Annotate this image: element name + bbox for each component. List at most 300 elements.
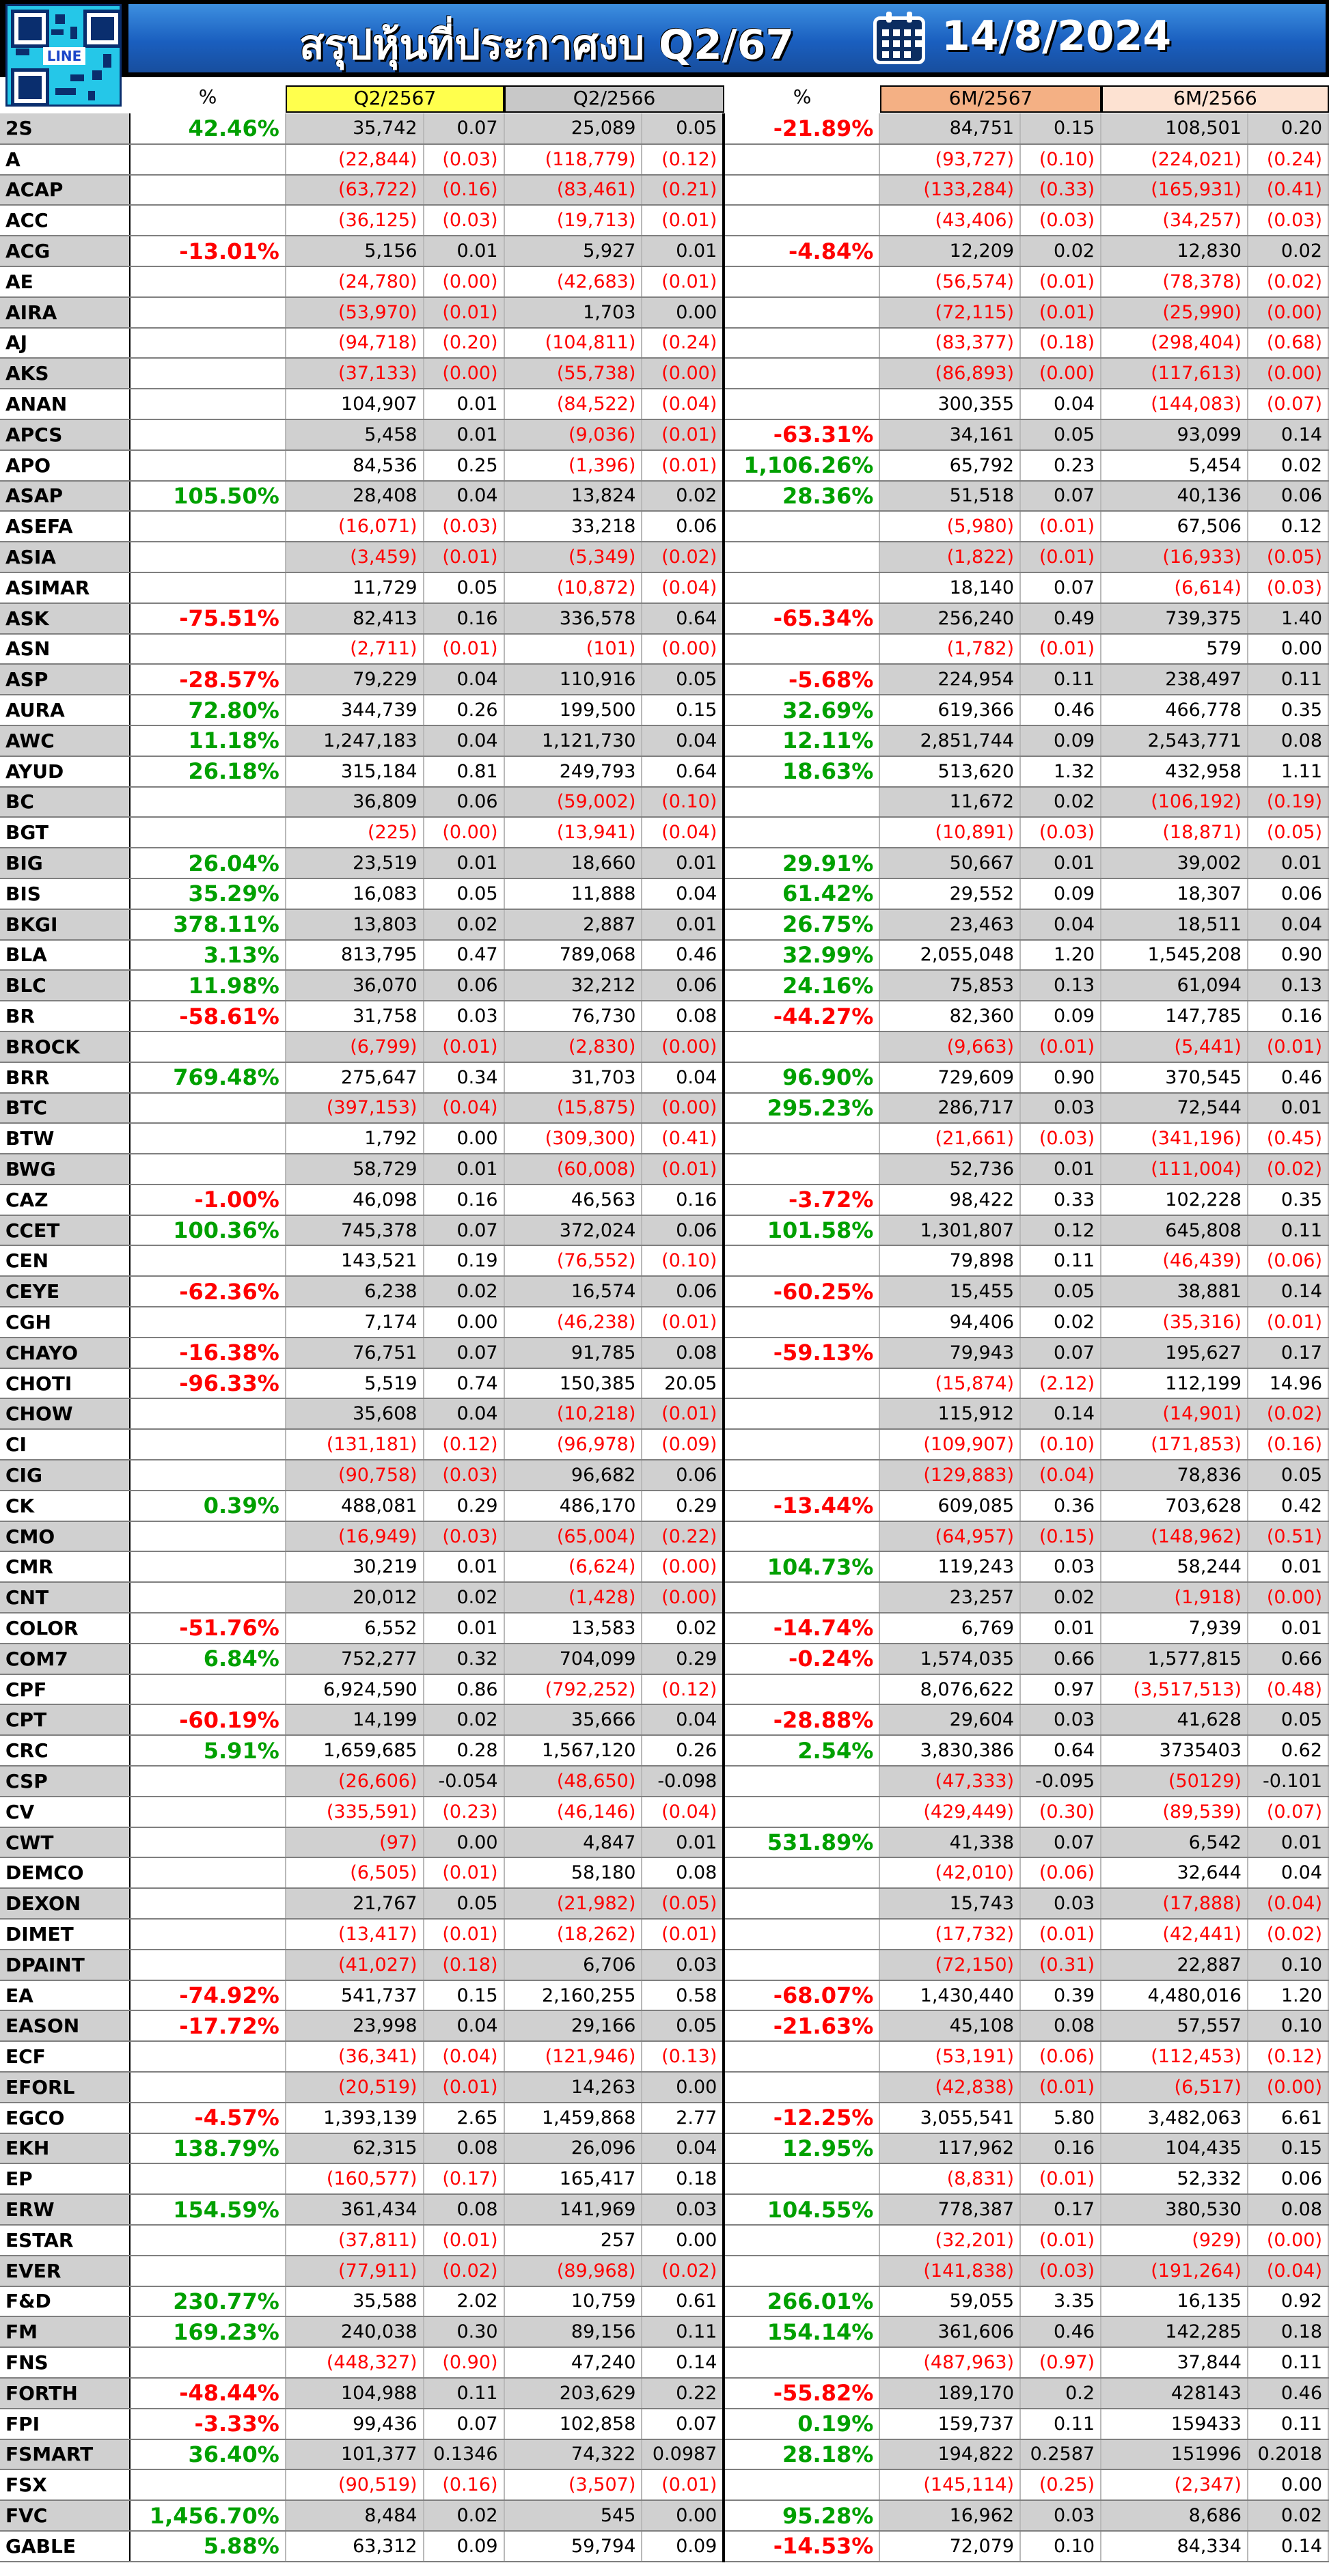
cell-6m-2566-profit: 39,002	[1101, 848, 1248, 878]
cell-symbol: AURA	[0, 695, 130, 725]
cell-pct-6m	[724, 358, 879, 389]
cell-6m-2567-profit: (141,838)	[879, 2256, 1020, 2286]
cell-pct-q2: 35.29%	[130, 878, 286, 909]
cell-q2-2567-eps: 0.04	[424, 1398, 504, 1429]
cell-q2-2566-profit: 31,703	[504, 1062, 642, 1093]
cell-q2-2567-eps: 0.04	[424, 2010, 504, 2041]
cell-q2-2567-profit: 30,219	[286, 1551, 424, 1582]
cell-6m-2567-eps: 0.03	[1020, 1888, 1101, 1919]
cell-q2-2566-profit: 150,385	[504, 1368, 642, 1399]
cell-q2-2566-eps: 0.00	[642, 2225, 724, 2256]
cell-6m-2567-eps: 0.03	[1020, 2500, 1101, 2531]
cell-6m-2566-profit: 370,545	[1101, 1062, 1248, 1093]
cell-6m-2567-eps: (0.01)	[1020, 542, 1101, 572]
cell-6m-2567-profit: (5,980)	[879, 511, 1020, 542]
cell-pct-6m: 101.58%	[724, 1215, 879, 1246]
cell-6m-2566-eps: 0.04	[1248, 909, 1328, 940]
cell-q2-2566-eps: 0.22	[642, 2378, 724, 2409]
cell-q2-2566-profit: 2,160,255	[504, 1980, 642, 2011]
cell-6m-2567-profit: 3,830,386	[879, 1735, 1020, 1766]
cell-q2-2566-profit: 76,730	[504, 1001, 642, 1031]
cell-6m-2567-profit: (56,574)	[879, 266, 1020, 297]
table-row	[0, 878, 1328, 909]
cell-q2-2567-profit: 752,277	[286, 1644, 424, 1674]
cell-q2-2567-eps: 0.01	[424, 848, 504, 878]
cell-q2-2567-eps: 0.03	[424, 1001, 504, 1031]
cell-symbol: FVC	[0, 2500, 130, 2531]
cell-6m-2567-profit: 159,737	[879, 2409, 1020, 2439]
cell-pct-6m: 26.75%	[724, 909, 879, 940]
cell-q2-2566-eps: 0.00	[642, 297, 724, 328]
cell-q2-2567-profit: 1,393,139	[286, 2103, 424, 2133]
cell-6m-2566-profit: 41,628	[1101, 1704, 1248, 1735]
cell-6m-2567-eps: (0.03)	[1020, 1123, 1101, 1154]
cell-q2-2566-eps: (0.04)	[642, 389, 724, 419]
cell-q2-2566-eps: (0.00)	[642, 1093, 724, 1124]
qr-line-label: LINE	[43, 47, 85, 65]
cell-q2-2567-profit: 6,924,590	[286, 1674, 424, 1705]
cell-symbol: BLC	[0, 970, 130, 1001]
cell-q2-2567-profit: (63,722)	[286, 175, 424, 206]
cell-q2-2567-profit: 28,408	[286, 481, 424, 512]
cell-6m-2567-eps: 0.16	[1020, 2133, 1101, 2164]
cell-q2-2567-profit: 35,742	[286, 113, 424, 144]
cell-6m-2567-eps: 0.14	[1020, 1398, 1101, 1429]
cell-symbol: CPT	[0, 1704, 130, 1735]
cell-symbol: CWT	[0, 1827, 130, 1858]
cell-6m-2567-profit: (93,727)	[879, 144, 1020, 175]
cell-6m-2567-eps: 0.11	[1020, 2409, 1101, 2439]
cell-pct-q2: 5.88%	[130, 2531, 286, 2562]
cell-q2-2566-eps: (0.01)	[642, 1154, 724, 1185]
cell-q2-2566-profit: (2,830)	[504, 1031, 642, 1062]
cell-6m-2566-eps: 0.46	[1248, 2378, 1328, 2409]
cell-6m-2566-eps: 0.35	[1248, 1185, 1328, 1215]
cell-symbol: CMO	[0, 1521, 130, 1552]
cell-q2-2566-profit: 4,847	[504, 1827, 642, 1858]
cell-q2-2566-profit: 257	[504, 2225, 642, 2256]
cell-6m-2567-profit: 194,822	[879, 2439, 1020, 2470]
cell-pct-6m	[724, 144, 879, 175]
cell-pct-6m: 2.54%	[724, 1735, 879, 1766]
cell-pct-6m	[724, 1797, 879, 1827]
cell-pct-6m	[724, 1398, 879, 1429]
cell-symbol: ACC	[0, 205, 130, 236]
cell-6m-2566-eps: (0.16)	[1248, 1429, 1328, 1460]
cell-6m-2566-eps: 0.18	[1248, 2316, 1328, 2347]
cell-6m-2566-eps: (0.00)	[1248, 2225, 1328, 2256]
cell-q2-2566-profit: (792,252)	[504, 1674, 642, 1705]
cell-q2-2566-eps: 0.06	[642, 970, 724, 1001]
cell-q2-2567-eps: 0.15	[424, 1980, 504, 2011]
cell-pct-q2	[130, 2347, 286, 2378]
cell-q2-2567-eps: (0.12)	[424, 1429, 504, 1460]
cell-q2-2567-eps: 0.16	[424, 1185, 504, 1215]
cell-q2-2566-profit: 13,583	[504, 1613, 642, 1644]
cell-pct-q2	[130, 2256, 286, 2286]
cell-6m-2566-eps: (0.06)	[1248, 1245, 1328, 1276]
cell-q2-2566-profit: (84,522)	[504, 389, 642, 419]
cell-6m-2566-eps: 0.05	[1248, 1704, 1328, 1735]
cell-6m-2567-profit: (109,907)	[879, 1429, 1020, 1460]
table-row	[0, 1429, 1328, 1460]
table-row	[0, 2500, 1328, 2531]
cell-q2-2566-eps: 0.46	[642, 940, 724, 971]
cell-6m-2567-profit: 59,055	[879, 2286, 1020, 2317]
cell-q2-2567-profit: 82,413	[286, 603, 424, 634]
cell-pct-q2	[130, 1551, 286, 1582]
cell-6m-2567-eps: 0.02	[1020, 1582, 1101, 1613]
cell-6m-2566-profit: 6,542	[1101, 1827, 1248, 1858]
cell-q2-2566-eps: 0.64	[642, 603, 724, 634]
cell-q2-2566-profit: (1,396)	[504, 450, 642, 481]
cell-q2-2566-eps: (0.04)	[642, 817, 724, 848]
cell-6m-2566-profit: 159433	[1101, 2409, 1248, 2439]
cell-q2-2567-profit: (90,519)	[286, 2469, 424, 2500]
cell-pct-6m	[724, 205, 879, 236]
cell-6m-2567-eps: 0.02	[1020, 236, 1101, 266]
cell-6m-2566-eps: 0.17	[1248, 1338, 1328, 1368]
cell-q2-2567-profit: 275,647	[286, 1062, 424, 1093]
cell-q2-2566-profit: 545	[504, 2500, 642, 2531]
col-header-pct-q2: %	[130, 85, 286, 113]
cell-q2-2567-profit: 1,792	[286, 1123, 424, 1154]
cell-6m-2566-eps: 0.10	[1248, 1950, 1328, 1980]
cell-q2-2566-eps: (0.02)	[642, 542, 724, 572]
cell-pct-q2: -74.92%	[130, 1980, 286, 2011]
cell-symbol: AIRA	[0, 297, 130, 328]
cell-6m-2566-eps: (0.00)	[1248, 2072, 1328, 2103]
cell-6m-2567-eps: 0.02	[1020, 787, 1101, 818]
cell-pct-q2	[130, 2469, 286, 2500]
cell-6m-2566-profit: (16,933)	[1101, 542, 1248, 572]
cell-symbol: CEN	[0, 1245, 130, 1276]
cell-q2-2566-eps: 20.05	[642, 1368, 724, 1399]
cell-6m-2566-profit: 8,686	[1101, 2500, 1248, 2531]
cell-6m-2567-profit: (429,449)	[879, 1797, 1020, 1827]
cell-q2-2567-profit: 99,436	[286, 2409, 424, 2439]
table-row	[0, 2194, 1328, 2225]
cell-6m-2566-profit: 12,830	[1101, 236, 1248, 266]
cell-q2-2566-eps: 0.58	[642, 1980, 724, 2011]
cell-pct-6m	[724, 817, 879, 848]
cell-6m-2566-eps: 0.02	[1248, 236, 1328, 266]
cell-6m-2567-profit: 29,604	[879, 1704, 1020, 1735]
cell-q2-2566-profit: 46,563	[504, 1185, 642, 1215]
cell-symbol: ASN	[0, 634, 130, 665]
cell-pct-q2	[130, 266, 286, 297]
cell-6m-2566-profit: (25,990)	[1101, 297, 1248, 328]
cell-q2-2567-profit: 79,229	[286, 664, 424, 695]
cell-q2-2566-profit: 35,666	[504, 1704, 642, 1735]
cell-6m-2566-eps: (0.00)	[1248, 358, 1328, 389]
cell-6m-2566-profit: 40,136	[1101, 481, 1248, 512]
cell-q2-2567-profit: 13,803	[286, 909, 424, 940]
cell-6m-2567-profit: (10,891)	[879, 817, 1020, 848]
cell-6m-2566-eps: 1.20	[1248, 1980, 1328, 2011]
cell-q2-2566-profit: (18,262)	[504, 1919, 642, 1950]
cell-symbol: BIG	[0, 848, 130, 878]
cell-symbol: ASP	[0, 664, 130, 695]
cell-q2-2566-profit: (10,872)	[504, 572, 642, 603]
cell-symbol: APO	[0, 450, 130, 481]
cell-6m-2566-profit: (111,004)	[1101, 1154, 1248, 1185]
cell-6m-2567-profit: (487,963)	[879, 2347, 1020, 2378]
cell-6m-2566-profit: 57,557	[1101, 2010, 1248, 2041]
cell-q2-2567-eps: 0.05	[424, 878, 504, 909]
table-row	[0, 2072, 1328, 2103]
cell-6m-2566-eps: 0.08	[1248, 725, 1328, 756]
cell-symbol: BTC	[0, 1093, 130, 1124]
cell-pct-q2: 3.13%	[130, 940, 286, 971]
cell-q2-2566-profit: 96,682	[504, 1460, 642, 1491]
cell-6m-2567-eps: 5.80	[1020, 2103, 1101, 2133]
cell-pct-6m: 104.73%	[724, 1551, 879, 1582]
cell-q2-2567-eps: (0.01)	[424, 1857, 504, 1888]
cell-q2-2567-eps: (0.90)	[424, 2347, 504, 2378]
cell-symbol: BTW	[0, 1123, 130, 1154]
cell-q2-2566-profit: 1,703	[504, 297, 642, 328]
cell-6m-2567-eps: (0.01)	[1020, 297, 1101, 328]
cell-symbol: CV	[0, 1797, 130, 1827]
cell-pct-q2: -17.72%	[130, 2010, 286, 2041]
cell-6m-2567-eps: (0.03)	[1020, 2256, 1101, 2286]
cell-pct-q2: 36.40%	[130, 2439, 286, 2470]
cell-q2-2566-profit: 89,156	[504, 2316, 642, 2347]
cell-pct-q2	[130, 1123, 286, 1154]
cell-q2-2567-eps: 0.08	[424, 2194, 504, 2225]
cell-6m-2567-eps: 0.09	[1020, 878, 1101, 909]
cell-q2-2567-eps: 0.00	[424, 1827, 504, 1858]
cell-q2-2566-profit: (104,811)	[504, 328, 642, 359]
table-row	[0, 450, 1328, 481]
cell-6m-2567-profit: 82,360	[879, 1001, 1020, 1031]
cell-6m-2566-eps: (0.05)	[1248, 817, 1328, 848]
cell-q2-2567-profit: (2,711)	[286, 634, 424, 665]
cell-pct-6m: 28.36%	[724, 481, 879, 512]
cell-q2-2566-eps: (0.22)	[642, 1521, 724, 1552]
cell-6m-2566-eps: (0.01)	[1248, 1031, 1328, 1062]
cell-6m-2566-profit: (35,316)	[1101, 1307, 1248, 1338]
cell-6m-2566-profit: (17,888)	[1101, 1888, 1248, 1919]
cell-symbol: BLA	[0, 940, 130, 971]
cell-symbol: ACG	[0, 236, 130, 266]
cell-symbol: CGH	[0, 1307, 130, 1338]
cell-q2-2567-eps: (0.18)	[424, 1950, 504, 1980]
cell-q2-2567-eps: 0.07	[424, 1338, 504, 1368]
cell-6m-2566-eps: (0.07)	[1248, 389, 1328, 419]
cell-pct-6m	[724, 1368, 879, 1399]
cell-symbol: CRC	[0, 1735, 130, 1766]
cell-pct-6m: -60.25%	[724, 1276, 879, 1307]
cell-6m-2566-profit: 466,778	[1101, 695, 1248, 725]
cell-q2-2567-profit: (13,417)	[286, 1919, 424, 1950]
cell-pct-q2: -1.00%	[130, 1185, 286, 1215]
cell-symbol: CHOTI	[0, 1368, 130, 1399]
cell-q2-2566-profit: 18,660	[504, 848, 642, 878]
cell-6m-2566-eps: 0.35	[1248, 695, 1328, 725]
cell-pct-6m	[724, 2072, 879, 2103]
cell-pct-q2	[130, 144, 286, 175]
cell-6m-2567-eps: 0.23	[1020, 450, 1101, 481]
cell-q2-2566-profit: 372,024	[504, 1215, 642, 1246]
cell-pct-q2	[130, 787, 286, 818]
cell-pct-6m	[724, 1154, 879, 1185]
cell-q2-2566-profit: 1,567,120	[504, 1735, 642, 1766]
cell-6m-2566-profit: 1,545,208	[1101, 940, 1248, 971]
cell-pct-q2	[130, 542, 286, 572]
cell-6m-2567-profit: 50,667	[879, 848, 1020, 878]
cell-q2-2566-eps: 0.08	[642, 1857, 724, 1888]
cell-6m-2567-eps: 0.15	[1020, 113, 1101, 144]
cell-pct-q2	[130, 817, 286, 848]
cell-q2-2567-eps: 0.29	[424, 1491, 504, 1521]
table-row	[0, 1521, 1328, 1552]
cell-q2-2567-profit: 14,199	[286, 1704, 424, 1735]
cell-6m-2567-eps: (0.01)	[1020, 511, 1101, 542]
cell-symbol: APCS	[0, 419, 130, 450]
cell-q2-2566-profit: (96,978)	[504, 1429, 642, 1460]
cell-6m-2566-eps: 0.11	[1248, 664, 1328, 695]
calendar-icon	[873, 16, 925, 64]
cell-q2-2567-eps: 0.04	[424, 664, 504, 695]
cell-6m-2566-profit: 380,530	[1101, 2194, 1248, 2225]
cell-pct-6m: -4.84%	[724, 236, 879, 266]
cell-q2-2567-profit: 23,519	[286, 848, 424, 878]
cell-pct-q2: -58.61%	[130, 1001, 286, 1031]
cell-6m-2566-profit: (1,918)	[1101, 1582, 1248, 1613]
cell-6m-2566-profit: 1,577,815	[1101, 1644, 1248, 1674]
cell-q2-2566-eps: 0.06	[642, 511, 724, 542]
cell-q2-2567-eps: (0.03)	[424, 1460, 504, 1491]
cell-symbol: BGT	[0, 817, 130, 848]
cell-q2-2566-profit: 486,170	[504, 1491, 642, 1521]
cell-q2-2566-profit: (3,507)	[504, 2469, 642, 2500]
cell-q2-2567-profit: 6,238	[286, 1276, 424, 1307]
cell-q2-2567-eps: (0.03)	[424, 144, 504, 175]
cell-symbol: EVER	[0, 2256, 130, 2286]
cell-pct-6m	[724, 2469, 879, 2500]
cell-q2-2566-profit: (6,624)	[504, 1551, 642, 1582]
cell-q2-2566-eps: (0.01)	[642, 419, 724, 450]
cell-q2-2567-eps: 0.01	[424, 1613, 504, 1644]
table-row	[0, 1398, 1328, 1429]
cell-q2-2567-eps: 0.81	[424, 756, 504, 787]
cell-pct-q2	[130, 205, 286, 236]
cell-6m-2566-profit: 112,199	[1101, 1368, 1248, 1399]
cell-6m-2567-profit: (53,191)	[879, 2041, 1020, 2072]
cell-pct-q2	[130, 2072, 286, 2103]
table-row	[0, 817, 1328, 848]
cell-6m-2566-eps: 0.2018	[1248, 2439, 1328, 2470]
cell-6m-2566-profit: 32,644	[1101, 1857, 1248, 1888]
cell-pct-6m: -68.07%	[724, 1980, 879, 2011]
cell-q2-2566-eps: 0.04	[642, 2133, 724, 2164]
table-row	[0, 297, 1328, 328]
cell-q2-2567-profit: 488,081	[286, 1491, 424, 1521]
cell-symbol: EA	[0, 1980, 130, 2011]
cell-q2-2567-profit: 104,988	[286, 2378, 424, 2409]
cell-q2-2567-profit: (335,591)	[286, 1797, 424, 1827]
cell-6m-2566-profit: (50129)	[1101, 1766, 1248, 1797]
cell-6m-2566-eps: 0.06	[1248, 481, 1328, 512]
cell-6m-2566-profit: 238,497	[1101, 664, 1248, 695]
cell-6m-2567-eps: 0.36	[1020, 1491, 1101, 1521]
cell-pct-6m	[724, 1766, 879, 1797]
cell-6m-2566-profit: (18,871)	[1101, 817, 1248, 848]
cell-pct-q2	[130, 419, 286, 450]
cell-symbol: BR	[0, 1001, 130, 1031]
cell-6m-2566-eps: (0.05)	[1248, 542, 1328, 572]
cell-q2-2566-eps: (0.01)	[642, 266, 724, 297]
cell-pct-q2: 1,456.70%	[130, 2500, 286, 2531]
cell-symbol: DIMET	[0, 1919, 130, 1950]
cell-6m-2566-eps: 0.11	[1248, 1215, 1328, 1246]
cell-6m-2567-eps: 0.01	[1020, 848, 1101, 878]
cell-q2-2566-profit: (15,875)	[504, 1093, 642, 1124]
cell-q2-2566-eps: (0.01)	[642, 2469, 724, 2500]
table-row	[0, 1460, 1328, 1491]
cell-q2-2566-profit: (48,650)	[504, 1766, 642, 1797]
cell-q2-2567-profit: 361,434	[286, 2194, 424, 2225]
cell-6m-2567-profit: (129,883)	[879, 1460, 1020, 1491]
cell-q2-2567-eps: (0.01)	[424, 1031, 504, 1062]
cell-pct-6m	[724, 389, 879, 419]
table-row	[0, 2163, 1328, 2194]
table-row	[0, 970, 1328, 1001]
cell-6m-2567-eps: 0.10	[1020, 2531, 1101, 2562]
cell-pct-6m: 104.55%	[724, 2194, 879, 2225]
cell-q2-2566-profit: 10,759	[504, 2286, 642, 2317]
cell-pct-6m	[724, 572, 879, 603]
cell-6m-2566-eps: (0.24)	[1248, 144, 1328, 175]
cell-q2-2566-profit: (13,941)	[504, 817, 642, 848]
cell-6m-2567-profit: (15,874)	[879, 1368, 1020, 1399]
cell-pct-6m: 12.11%	[724, 725, 879, 756]
cell-6m-2567-profit: 1,430,440	[879, 1980, 1020, 2011]
cell-q2-2566-eps: (0.01)	[642, 1919, 724, 1950]
cell-q2-2567-profit: (90,758)	[286, 1460, 424, 1491]
cell-q2-2566-profit: (83,461)	[504, 175, 642, 206]
cell-pct-q2: -28.57%	[130, 664, 286, 695]
cell-pct-6m: 32.99%	[724, 940, 879, 971]
cell-symbol: EASON	[0, 2010, 130, 2041]
cell-q2-2566-profit: 26,096	[504, 2133, 642, 2164]
cell-6m-2566-eps: 0.46	[1248, 1062, 1328, 1093]
cell-6m-2567-eps: 0.05	[1020, 419, 1101, 450]
cell-6m-2566-profit: 151996	[1101, 2439, 1248, 2470]
line-qr-code-icon[interactable]	[5, 4, 122, 107]
page-title: สรุปหุ้นที่ประกาศงบ Q2/67	[299, 21, 795, 69]
cell-6m-2566-eps: (0.02)	[1248, 1154, 1328, 1185]
cell-q2-2567-eps: (0.16)	[424, 175, 504, 206]
cell-q2-2566-eps: 0.01	[642, 848, 724, 878]
cell-6m-2566-eps: 0.62	[1248, 1735, 1328, 1766]
cell-q2-2567-eps: 0.74	[424, 1368, 504, 1399]
cell-6m-2566-eps: 0.01	[1248, 848, 1328, 878]
cell-q2-2566-eps: 0.09	[642, 2531, 724, 2562]
cell-pct-6m	[724, 1582, 879, 1613]
table-row	[0, 1491, 1328, 1521]
cell-6m-2566-profit: (112,453)	[1101, 2041, 1248, 2072]
cell-symbol: AWC	[0, 725, 130, 756]
cell-q2-2567-eps: (0.23)	[424, 1797, 504, 1827]
cell-symbol: GABLE	[0, 2531, 130, 2562]
cell-q2-2566-profit: 1,121,730	[504, 725, 642, 756]
cell-q2-2566-profit: 199,500	[504, 695, 642, 725]
cell-6m-2567-eps: (0.18)	[1020, 328, 1101, 359]
cell-q2-2566-eps: 0.01	[642, 1827, 724, 1858]
